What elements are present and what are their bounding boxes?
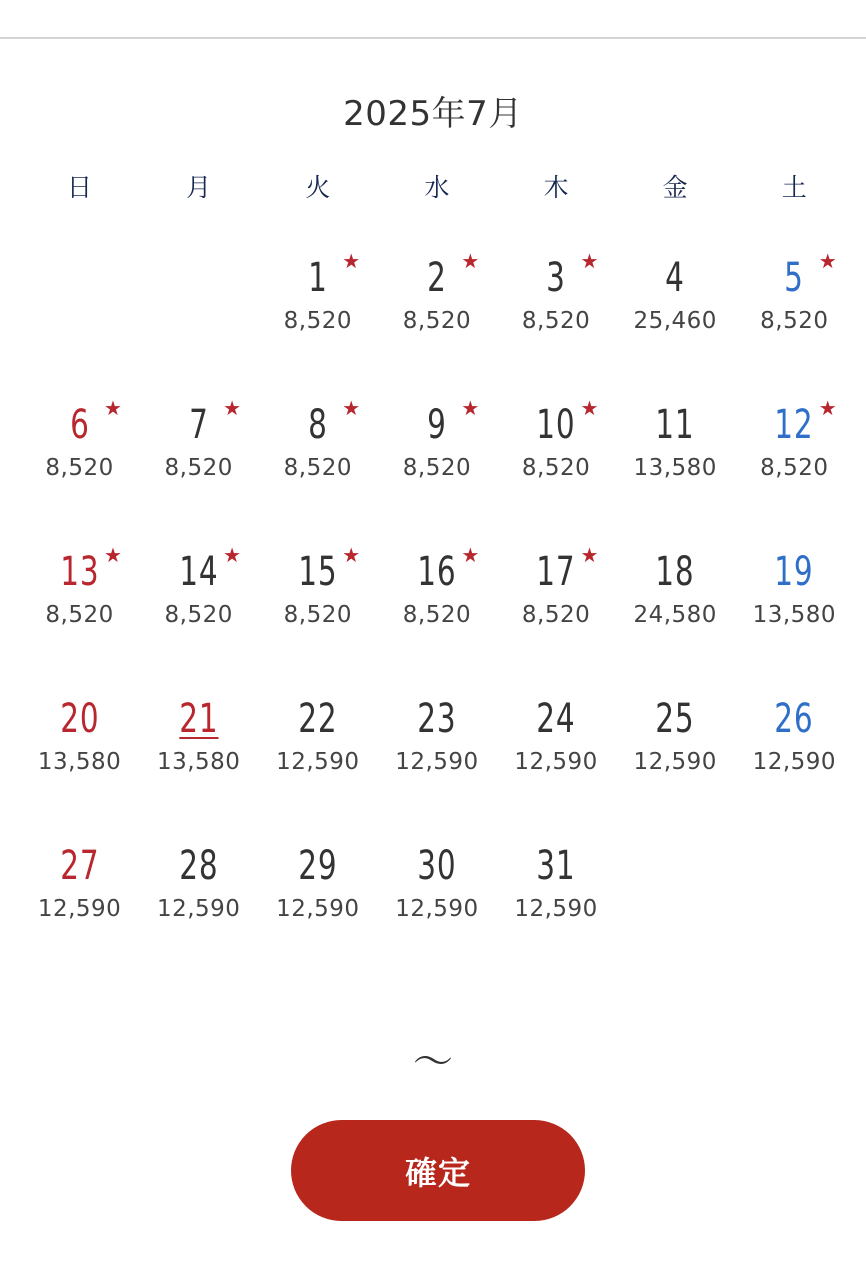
day-cell[interactable] <box>735 250 854 397</box>
day-cell[interactable] <box>735 691 854 838</box>
star-icon: ★ <box>342 543 361 567</box>
day-price: 25,460 <box>633 308 717 334</box>
day-price: 12,590 <box>514 749 598 775</box>
day-number: 31 <box>536 843 576 889</box>
day-number: 7 <box>188 402 209 448</box>
day-number: 16 <box>417 549 457 595</box>
day-number: 18 <box>655 549 695 595</box>
star-icon: ★ <box>342 396 361 420</box>
top-divider <box>0 37 866 39</box>
day-number: 23 <box>417 696 457 742</box>
day-number: 26 <box>774 696 814 742</box>
empty-day-cell <box>20 250 139 397</box>
day-number: 8 <box>308 402 328 448</box>
star-icon: ★ <box>223 543 242 567</box>
star-icon: ★ <box>104 543 122 567</box>
calendar-day-grid <box>20 250 854 985</box>
day-cell[interactable] <box>258 250 377 397</box>
day-number: 17 <box>536 549 576 595</box>
day-price: 12,590 <box>633 749 717 775</box>
day-cell[interactable] <box>377 397 496 544</box>
day-price: 8,520 <box>760 455 829 481</box>
day-cell[interactable] <box>377 544 496 691</box>
day-number: 1 <box>308 255 328 301</box>
star-icon: ★ <box>104 396 122 420</box>
day-price: 12,590 <box>156 896 241 922</box>
day-number: 10 <box>536 402 576 448</box>
day-number: 9 <box>427 402 447 448</box>
day-cell[interactable] <box>20 691 139 838</box>
day-cell[interactable] <box>616 691 735 838</box>
day-cell[interactable] <box>139 544 258 691</box>
weekday-header-row <box>20 168 854 204</box>
star-icon: ★ <box>818 396 837 420</box>
day-cell[interactable] <box>616 250 735 397</box>
day-cell[interactable] <box>20 838 139 985</box>
day-number: 14 <box>179 549 219 595</box>
star-icon: ★ <box>818 249 837 273</box>
confirm-button[interactable]: 確定 <box>291 1120 585 1221</box>
day-number: 12 <box>774 402 814 448</box>
day-cell[interactable] <box>616 397 735 544</box>
day-cell[interactable] <box>139 397 258 544</box>
day-cell[interactable] <box>735 397 854 544</box>
range-separator: ～ <box>413 1039 453 1085</box>
weekday-wed: 水 <box>424 173 450 202</box>
day-price: 8,520 <box>521 455 591 481</box>
empty-day-cell <box>139 250 258 397</box>
weekday-mon: 月 <box>186 173 212 202</box>
day-price: 8,520 <box>45 602 114 628</box>
day-number: 19 <box>774 549 814 595</box>
weekday-fri: 金 <box>662 173 688 202</box>
day-price: 13,580 <box>156 749 241 775</box>
day-price: 13,580 <box>37 749 122 775</box>
day-cell[interactable] <box>258 691 377 838</box>
day-price: 8,520 <box>760 308 829 334</box>
day-price: 8,520 <box>283 602 352 628</box>
day-number: 5 <box>784 255 805 301</box>
weekday-thu: 木 <box>543 173 569 202</box>
day-price: 13,580 <box>633 455 717 481</box>
day-price: 8,520 <box>402 602 472 628</box>
day-cell[interactable] <box>139 838 258 985</box>
star-icon: ★ <box>580 249 599 273</box>
day-cell[interactable] <box>377 838 496 985</box>
day-number: 30 <box>417 843 457 889</box>
day-cell[interactable] <box>377 250 496 397</box>
day-cell[interactable] <box>258 544 377 691</box>
day-price: 12,590 <box>395 749 479 775</box>
day-cell[interactable] <box>616 544 735 691</box>
star-icon: ★ <box>342 249 361 273</box>
day-number: 21 <box>179 696 219 742</box>
day-price: 12,590 <box>276 749 360 775</box>
day-number: 15 <box>298 549 338 595</box>
day-number: 4 <box>665 255 685 301</box>
day-price: 12,590 <box>395 896 479 922</box>
day-price: 8,520 <box>164 455 233 481</box>
star-icon: ★ <box>580 543 599 567</box>
star-icon: ★ <box>580 396 599 420</box>
weekday-sat: 土 <box>781 173 807 202</box>
day-price: 8,520 <box>402 455 472 481</box>
day-number: 27 <box>59 843 100 889</box>
day-price: 8,520 <box>164 602 233 628</box>
star-icon: ★ <box>461 396 480 420</box>
star-icon: ★ <box>223 396 242 420</box>
weekday-sun: 日 <box>67 173 93 202</box>
star-icon: ★ <box>461 543 480 567</box>
day-cell[interactable] <box>258 397 377 544</box>
day-price: 24,580 <box>633 602 717 628</box>
month-title: 2025年7月 <box>343 94 523 134</box>
day-cell[interactable] <box>497 250 616 397</box>
day-cell[interactable] <box>497 838 616 985</box>
day-price: 8,520 <box>283 308 352 334</box>
day-cell[interactable] <box>497 544 616 691</box>
day-number: 20 <box>59 696 100 742</box>
day-cell[interactable] <box>735 544 854 691</box>
day-number: 25 <box>655 696 695 742</box>
day-number: 13 <box>59 549 100 595</box>
day-number: 24 <box>536 696 576 742</box>
day-cell[interactable] <box>20 544 139 691</box>
day-price: 12,590 <box>276 896 360 922</box>
day-price: 8,520 <box>283 455 352 481</box>
day-number: 29 <box>298 843 338 889</box>
day-cell[interactable] <box>139 691 258 838</box>
day-number: 11 <box>655 402 695 448</box>
day-cell[interactable] <box>377 691 496 838</box>
day-price: 8,520 <box>521 602 591 628</box>
weekday-tue: 火 <box>305 173 331 202</box>
day-number: 2 <box>427 255 447 301</box>
day-price: 8,520 <box>402 308 472 334</box>
star-icon: ★ <box>461 249 480 273</box>
day-price: 8,520 <box>45 455 114 481</box>
day-cell[interactable] <box>497 691 616 838</box>
day-price: 8,520 <box>521 308 591 334</box>
day-price: 12,590 <box>752 749 837 775</box>
day-cell[interactable] <box>20 397 139 544</box>
day-number: 3 <box>546 255 566 301</box>
day-number: 22 <box>298 696 338 742</box>
day-price: 13,580 <box>752 602 837 628</box>
day-price: 12,590 <box>37 896 122 922</box>
day-number: 6 <box>69 402 90 448</box>
day-price: 12,590 <box>514 896 598 922</box>
day-cell[interactable] <box>258 838 377 985</box>
day-cell[interactable] <box>497 397 616 544</box>
day-number: 28 <box>179 843 219 889</box>
